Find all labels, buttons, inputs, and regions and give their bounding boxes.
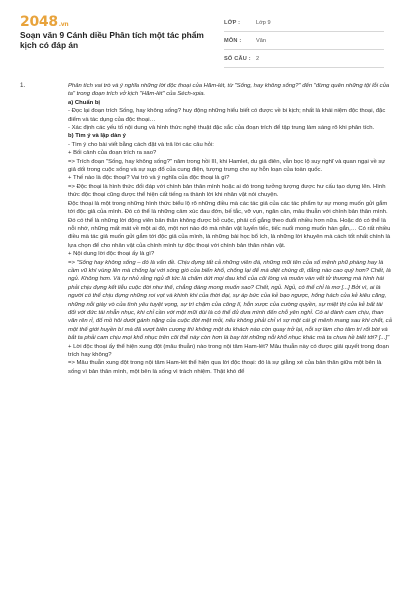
question-number: 1.	[20, 82, 26, 89]
page-header	[0, 0, 400, 74]
meta-row-class	[224, 14, 384, 32]
site-logo[interactable]	[20, 14, 68, 30]
meta-value: 2	[256, 55, 260, 62]
meta-row-subject	[224, 32, 384, 50]
logo-tld: .vn	[58, 21, 69, 28]
question-prompt: Phân tích vai trò và ý nghĩa những lời độc thoại của Hăm-lét, từ "Sống, hay không sống?" đến "đừng quên những tội lỗi của ta" trong đoạn trích vở kịch "Hăm-lét" của Séch-xpia.	[68, 83, 390, 98]
paragraph: - Đọc lại đoạn trích Sống, hay không sống? huy động những hiểu biết có được về bi kịch; nhất là khái niệm độc thoại, đặc điểm và tác dụng của độc thoại…	[68, 108, 386, 123]
paragraph: Độc thoại là một trong những hình thức biểu lộ rõ những điều mà các tác giả của các tác phẩm tự sự mong muốn gửi gắm tới độc giả của mình. Đó có thể là những cảm xúc đau đớn, bế tắc, vỡ vụn, ngăn cản, mâu thuẫn với chính bản thân mình. Đó có thể là những lời động viên bản thân không được bỏ cuộc, phải cố gắng theo đuổi nhiều hơn nữa. Hoặc đó có thể là nỗi nhớ, những mất mát về một ai đó, một nơi nào đó mà nhân vật luyến tiếc, tiếc nuối mong muốn hàn gắn,… Có rất nhiều điều mà tác giả muốn gửi gắm tới độc giả của mình, là những bài học bổ ích, là những lời khuyên mà cách tốt nhất chính là lựa chọn để cho nhân vật của chính mình tự độc thoại với chính bản thân nhân vật.	[68, 200, 391, 249]
paragraph: + Nội dung lời độc thoại ấy là gì?	[68, 251, 155, 258]
logo-text: 2048	[20, 14, 58, 30]
meta-value: Lớp 9	[256, 19, 271, 26]
paragraph: + Lời độc thoại ấy thể hiện xung đột (mâu thuẫn) nào trong nội tâm Ham-lét? Mâu thuẫn này có được giải quyết trong đoạn trích hay không?	[68, 343, 389, 358]
paragraph: => Độc thoại là hình thức đối đáp với chính bản thân mình hoặc ai đó trong tưởng tượng được hư cấu tạo dựng lên. Hình thức độc thoại cũng được thể hiện cất tiếng ra thành lời khi nhân vật nói chuyện.	[68, 183, 386, 199]
meta-row-question-count	[224, 50, 384, 68]
meta-label: MÔN :	[224, 37, 242, 44]
paragraph: + Bối cảnh của đoạn trích ra sao?	[68, 150, 157, 157]
quoted-monologue: => "Sống hay không sống – đó là vấn đề. Chịu đựng tất cả những viên đá, những mũi tên của số mệnh phũ phàng hay là cầm vũ khí vùng lên mà chống lại với sóng gió của biển khổ, chống lại để mà diệt chúng đi, đằng nào cao quý hơn? Chết, là ngủ. Không hơn. Và tự nhủ rằng ngủ đi tức là chấm dứt mọi đau khổ của cõi lòng và muôn vàn vết tử thương mà hình hài phải chịu đựng kết liễu cuộc đời như thế, chẳng đáng mong muốn sao? Chết, ngủ. Ngủ, có thể chỉ là mơ [...] Bởi vì, ai là người có thể chịu đựng những roi vọt và khinh khi của thời đại, sự áp bức của kẻ bạo ngược, hống hách của kẻ kiêu căng, những nỗi giày vò của tình yêu tuyệt vọng, sự trì chậm của công lí, hỗn xược của cường quyền, sự miệt thị của kẻ bất tài đối với đức tài nhẫn nhục, khi chỉ cần với một mũi dùi là có thể đủ đưa mình đến chỗ yên nghỉ. Có ai đành cam chịu, than vãn rên rỉ, đổ mồ hôi dưới gánh nặng của cuộc đời mệt mỏi, nếu không phải chỉ vì sợ một cái gì mênh mang sau khi chết, cả một thế giới huyền bí mà đã vượt biên cương thì không một du khách nào còn quay trở lại, nỗi sợ làm cho tâm trí rối bời và bắt ta phải cam chịu mọi khổ nhục trên cõi thế này còn hơn là bay tới những nỗi khổ nhục khác mà ta chưa hề biết tới? [...]"	[68, 259, 392, 342]
section-heading: a) Chuẩn bị	[68, 99, 101, 106]
paragraph: => Mâu thuẫn xung đột trong nội tâm Ham-lét thể hiện qua lời độc thoại: đó là sự giằng xé của bản thân giữa một bên là sống vì bản thân mình, một bên là sống vì trách nhiệm. Thật khó để	[68, 360, 382, 375]
paragraph: - Tìm ý cho bài viết bằng cách đặt và trả lời các câu hỏi:	[68, 141, 214, 148]
section-heading: b) Tìm ý và lập dàn ý	[68, 133, 126, 140]
paragraph: - Xác định các yếu tố nội dung và hình thức nghệ thuật đặc sắc của đoạn trích để tập trung làm sáng rõ khi phân tích.	[68, 125, 375, 132]
meta-label: LỚP :	[224, 19, 241, 26]
paragraph: => Trích đoạn "Sống, hay không sống?" năm trong hồi III, khi Hamlet, du giả điên, vẫn bọc lộ suy nghĩ và quan ngại về sự giả dối trong cuộc sống và sự sụp đổ của cung điện, tượng trưng cho sự hỗn loạn của toàn quốc.	[68, 158, 386, 174]
paragraph: + Thế nào là độc thoại? Vai trò và ý nghĩa của độc thoại là gì?	[68, 175, 230, 182]
meta-value: Văn	[256, 37, 266, 44]
document-title: Soạn văn 9 Cánh diều Phân tích một tác phẩm kịch có đáp án	[20, 30, 204, 50]
meta-label: SỐ CÂU :	[224, 55, 251, 62]
document-meta	[224, 14, 384, 68]
question-body	[68, 82, 392, 376]
